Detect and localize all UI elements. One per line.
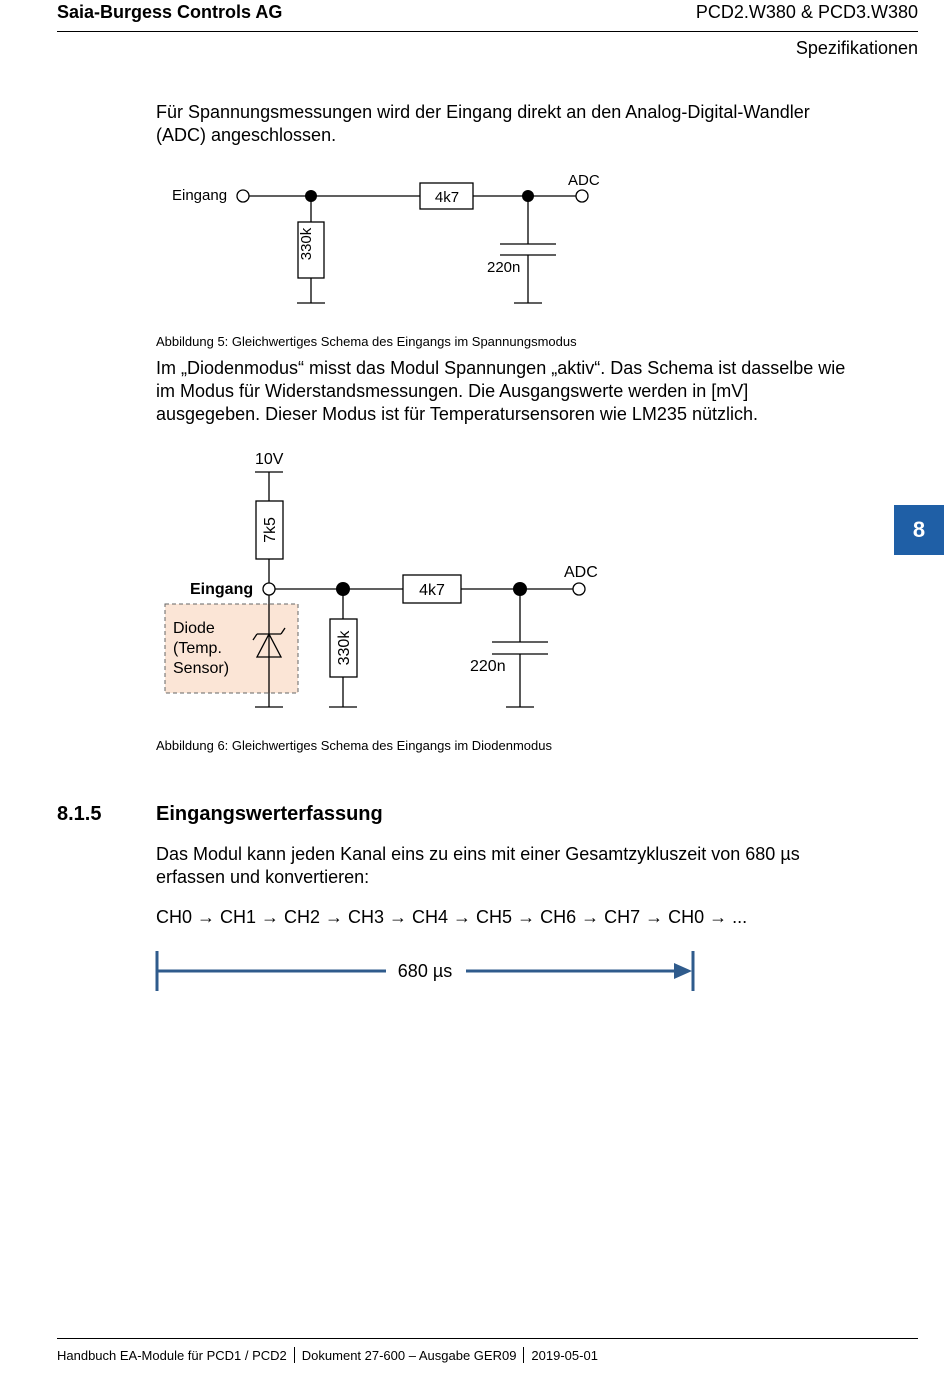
fig6-node-left <box>336 582 350 596</box>
fig6-input-terminal <box>263 583 275 595</box>
fig5-330k-label: 330k <box>298 227 315 261</box>
footer-divider <box>57 1338 918 1339</box>
fig5-node-right <box>522 190 534 202</box>
footer-manual: Handbuch EA-Module für PCD1 / PCD2 <box>57 1348 287 1363</box>
fig5-input-terminal <box>237 190 249 202</box>
header-product: PCD2.W380 & PCD3.W380 <box>695 2 918 22</box>
channel-sequence: CH0 → CH1 → CH2 → CH3 → CH4 → CH5 → CH6 → CH7 → CH0 → ... <box>156 907 748 927</box>
section-number: 8.1.5 <box>57 803 102 825</box>
figure6-schematic <box>0 440 700 720</box>
header-section: Spezifikationen <box>795 38 918 58</box>
fig5-input-label: Eingang <box>172 187 228 204</box>
footer-date: 2019-05-01 <box>531 1348 598 1363</box>
fig6-input-label: Eingang <box>190 581 254 598</box>
diode-mode-paragraph: Im „Diodenmodus“ misst das Modul Spannungen „aktiv“. Das Schema ist dasselbe wie im Modus für Widerstandsmessungen. Die Ausgangswerte werden in [mV] ausgegeben. Dieser Modus ist für Temperatursensoren wie LM235 nützlich. <box>156 358 846 424</box>
fig6-adc-label: ADC <box>564 564 598 581</box>
fig6-4k7-label: 4k7 <box>419 582 445 599</box>
figure5-caption: Abbildung 5: Gleichwertiges Schema des Eingangs im Spannungsmodus <box>156 334 577 349</box>
fig6-node-right <box>513 582 527 596</box>
footer <box>57 1347 598 1363</box>
footer-document: Dokument 27-600 – Ausgabe GER09 <box>301 1348 517 1363</box>
footer-separator <box>294 1347 295 1363</box>
cycle-timeline <box>150 948 710 994</box>
intro-paragraph: Für Spannungsmessungen wird der Eingang direkt an den Analog-Digital-Wandler (ADC) angeschlossen. <box>156 102 810 145</box>
fig5-adc-label: ADC <box>568 172 600 189</box>
fig6-diode-label-1: Diode <box>173 620 215 637</box>
fig5-220n-label: 220n <box>487 259 521 276</box>
fig6-diode-label-3: Sensor) <box>173 660 230 677</box>
section-paragraph: Das Modul kann jeden Kanal eins zu eins mit einer Gesamtzykluszeit von 680 µs erfassen und konvertieren: <box>156 844 800 887</box>
footer-separator <box>523 1347 524 1363</box>
figure5-schematic <box>0 160 700 320</box>
timeline-arrowhead <box>674 963 692 979</box>
fig5-node-left <box>305 190 317 202</box>
figure6-caption: Abbildung 6: Gleichwertiges Schema des Eingangs im Diodenmodus <box>156 738 552 753</box>
header-company: Saia-Burgess Controls AG <box>57 2 283 22</box>
fig6-220n-label: 220n <box>470 658 506 675</box>
timeline-label: 680 µs <box>397 961 453 981</box>
fig6-diode-label-2: (Temp. <box>173 640 222 657</box>
fig6-adc-terminal <box>573 583 585 595</box>
fig6-7k5-label: 7k5 <box>262 517 279 543</box>
fig5-4k7-label: 4k7 <box>434 189 460 206</box>
section-title: Eingangswerterfassung <box>156 803 383 825</box>
fig6-10v-label: 10V <box>255 451 284 468</box>
header-divider <box>57 31 918 32</box>
fig6-330k-label: 330k <box>336 630 353 666</box>
fig5-adc-terminal <box>576 190 588 202</box>
chapter-tab[interactable]: 8 <box>894 505 944 555</box>
